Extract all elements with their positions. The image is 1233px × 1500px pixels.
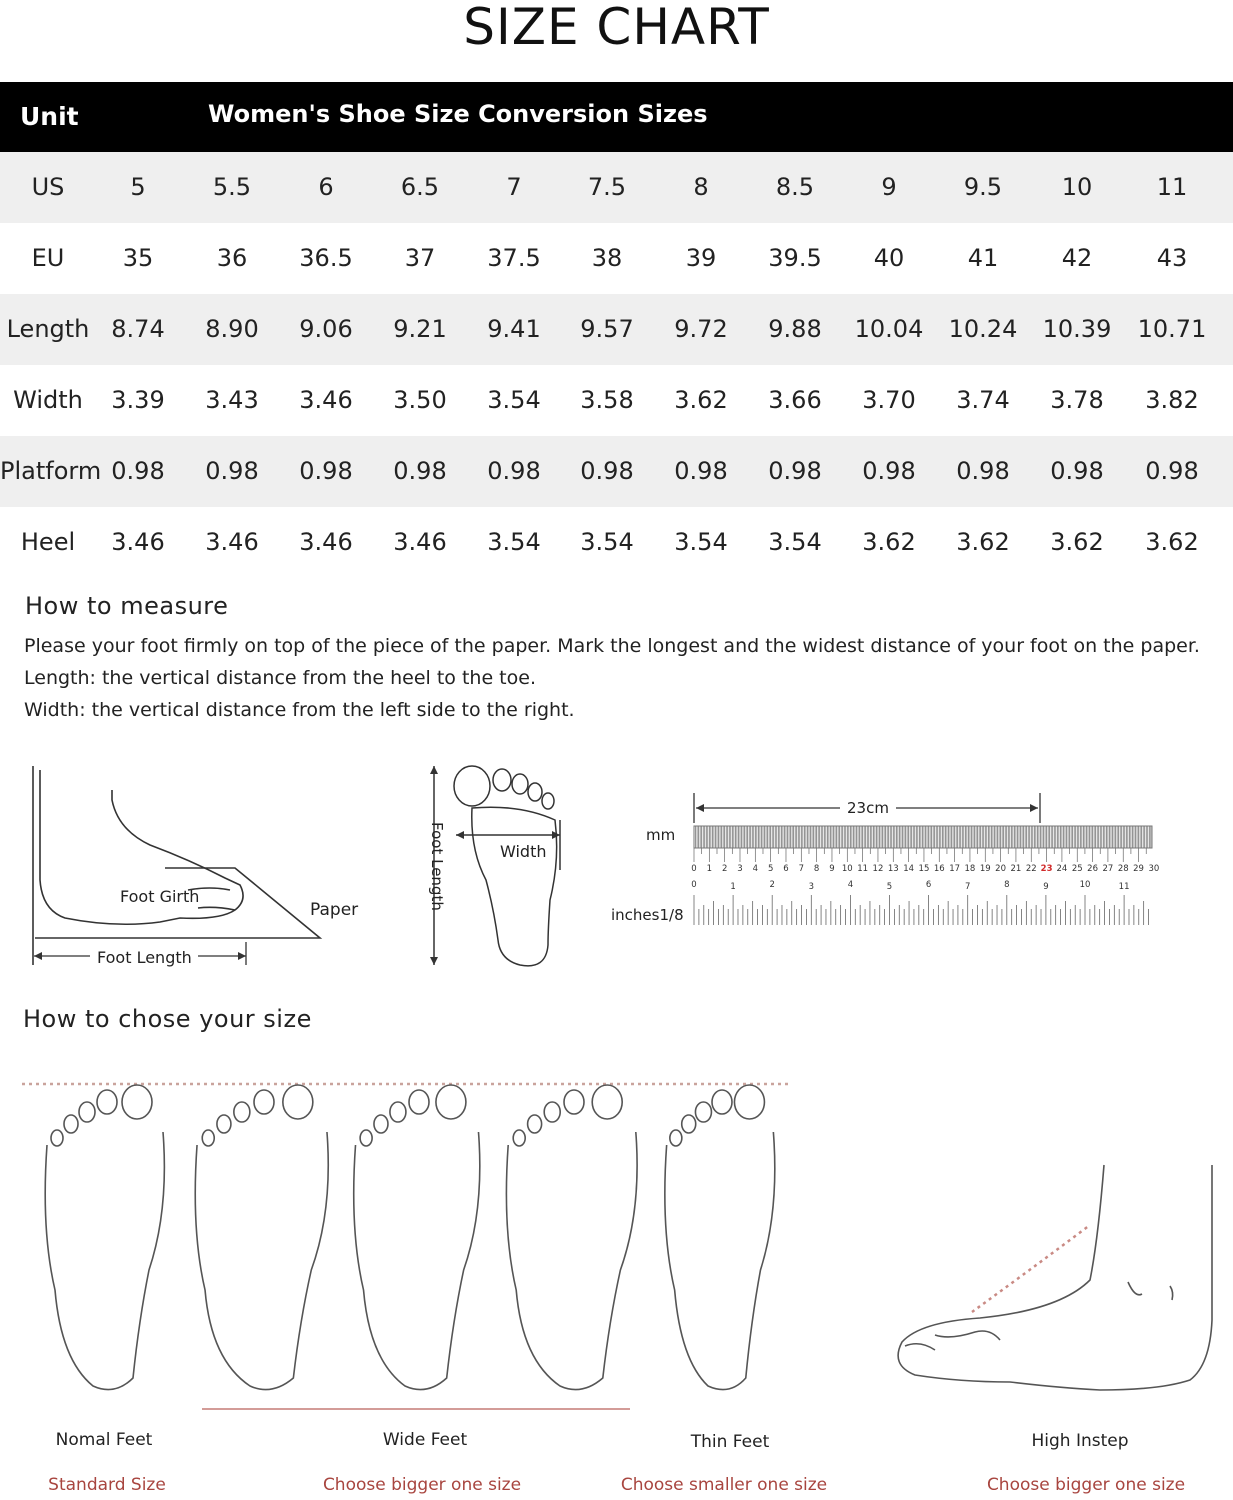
table-cell: 9.57 [580,315,634,343]
table-cell: 3.39 [111,386,165,414]
row-label: US [31,173,65,201]
table-cell: 0.98 [1145,457,1199,485]
table-cell: 7.5 [587,173,627,201]
mm-tick-label: 26 [1087,864,1098,874]
table-cell: 9.5 [963,173,1003,201]
table-cell: 3.70 [862,386,916,414]
mm-tick-label: 25 [1071,864,1083,874]
foot-outline [665,1085,775,1390]
table-cell: 3.46 [111,528,165,556]
table-cell: 0.98 [1050,457,1104,485]
table-row [0,152,1233,223]
foot-length-label: Foot Length [97,948,192,967]
mm-tick-label: 29 [1133,864,1144,874]
table-cell: 3.58 [580,386,634,414]
foot-type-name-3: Thin Feet [690,1432,770,1452]
table-cell: 3.62 [1050,528,1104,556]
choose-heading: How to chose your size [23,1005,312,1033]
inch-tick-label: 5 [886,882,893,892]
table-cell: 9.41 [487,315,541,343]
table-cell: 8.74 [111,315,165,343]
mm-tick-label: 9 [829,864,835,874]
mm-tick-label: 3 [737,864,743,874]
table-cell: 0.98 [299,457,353,485]
table-cell: 3.43 [205,386,259,414]
inch-tick-label: 1 [730,882,736,892]
table-cell: 0.98 [393,457,447,485]
foot-type-advice-3: Choose smaller one size [620,1475,828,1495]
instep-guide-line [972,1225,1090,1312]
foot-outline [195,1085,328,1390]
table-cell: 7 [506,173,522,201]
table-cell: 9.06 [299,315,353,343]
measure-line-3: Width: the vertical distance from the left side to the right. [24,699,575,721]
foot-type-name-2: Wide Feet [382,1430,468,1450]
table-cell: 10.24 [948,315,1018,343]
mm-tick-label: 30 [1148,864,1160,874]
table-cell: 0.98 [862,457,916,485]
table-cell: 3.62 [862,528,916,556]
mm-tick-label: 0 [691,864,697,874]
foot-length-vertical-label: Foot Length [428,822,446,911]
table-cell: 40 [873,244,905,272]
table-cell: 36.5 [299,244,353,272]
mm-tick-label: 2 [721,864,728,874]
table-cell: 11 [1156,173,1188,201]
mm-tick-label: 18 [964,864,976,874]
mm-tick-label: 27 [1102,864,1114,874]
table-cell: 5 [130,173,146,201]
foot-type-name-1: Nomal Feet [55,1430,153,1450]
mm-tick-label: 12 [872,864,884,874]
table-cell: 3.62 [674,386,728,414]
table-cell: 0.98 [768,457,822,485]
mm-tick-label: 24 [1056,864,1068,874]
mm-tick-label: 6 [783,864,789,874]
table-row [0,294,1233,365]
table-cell: 10.71 [1137,315,1207,343]
table-cell: 3.54 [487,528,541,556]
foot-type-advice-2: Choose bigger one size [322,1475,522,1495]
mm-tick-label: 14 [903,864,915,874]
mm-tick-label: 19 [979,864,991,874]
table-cell: 39 [685,244,717,272]
inch-tick-label: 6 [925,880,932,890]
mm-tick-label: 16 [933,864,945,874]
table-row [0,223,1233,294]
table-cell: 41 [967,244,999,272]
mm-tick-label: 23 [1040,864,1053,874]
table-row [0,436,1233,507]
table-cell: 35 [122,244,154,272]
inch-tick-label: 11 [1118,882,1130,892]
table-cell: 0.98 [111,457,165,485]
table-cell: 9.21 [393,315,447,343]
width-label: Width [500,842,547,861]
mm-tick-label: 21 [1010,864,1022,874]
row-label: Width [13,386,83,414]
table-cell: 3.46 [299,528,353,556]
table-cell: 3.50 [393,386,447,414]
table-cell: 3.54 [768,528,822,556]
mm-tick-label: 8 [813,864,820,874]
table-cell: 37.5 [487,244,541,272]
foot-side-diagram [20,760,365,975]
high-instep-foot [898,1165,1212,1390]
table-cell: 9 [881,173,897,201]
mm-label: mm [646,826,676,844]
mm-tick-label: 20 [995,864,1007,874]
table-cell: 10.04 [854,315,924,343]
mm-tick-label: 13 [887,864,899,874]
inch-tick-label: 4 [847,880,854,890]
foot-type-advice-4: Choose bigger one size [986,1475,1186,1495]
mm-tick-label: 28 [1117,864,1129,874]
table-row [0,365,1233,436]
row-label: Heel [20,528,76,556]
table-cell: 0.98 [487,457,541,485]
table-cell: 10 [1061,173,1093,201]
table-cell: 3.82 [1145,386,1199,414]
row-label: EU [31,244,65,272]
mm-tick-label: 11 [857,864,869,874]
foot-outline [45,1085,164,1390]
table-cell: 37 [404,244,436,272]
table-cell: 0.98 [205,457,259,485]
table-row [0,507,1233,578]
mm-tick-label: 4 [752,864,759,874]
foot-type-name-4: High Instep [1031,1431,1129,1451]
inch-tick-label: 0 [691,880,697,890]
foot-outline [506,1085,637,1390]
mm-tick-label: 17 [949,864,961,874]
table-cell: 3.54 [580,528,634,556]
table-cell: 3.66 [768,386,822,414]
paper-label: Paper [310,900,359,920]
mm-tick-label: 22 [1025,864,1037,874]
mm-tick-label: 1 [706,864,713,874]
inch-tick-label: 9 [1043,882,1049,892]
table-cell: 10.39 [1042,315,1112,343]
mm-tick-label: 7 [798,864,805,874]
table-cell: 0.98 [674,457,728,485]
ruler-cm-label: 23cm [847,799,889,817]
table-cell: 5.5 [212,173,252,201]
table-cell: 6 [318,173,334,201]
ruler-diagram [690,793,1160,933]
table-cell: 0.98 [580,457,634,485]
table-cell: 8 [693,173,709,201]
inch-tick-label: 8 [1004,880,1010,890]
table-cell: 8.5 [775,173,815,201]
footprint-diagram [420,760,570,972]
table-cell: 42 [1061,244,1093,272]
table-cell: 9.88 [768,315,822,343]
mm-tick-label: 10 [841,864,853,874]
table-cell: 3.62 [1145,528,1199,556]
foot-girth-label: Foot Girth [120,887,200,906]
inch-tick-label: 7 [964,882,971,892]
inch-tick-label: 10 [1079,880,1091,890]
table-cell: 3.74 [956,386,1010,414]
mm-tick-label: 5 [767,864,774,874]
table-cell: 3.54 [487,386,541,414]
table-cell: 8.90 [205,315,259,343]
unit-header: Unit [20,102,79,131]
conversion-header: Women's Shoe Size Conversion Sizes [208,100,708,128]
page-title: SIZE CHART [463,0,770,56]
table-cell: 9.72 [674,315,728,343]
table-cell: 3.46 [299,386,353,414]
table-cell: 3.46 [393,528,447,556]
table-cell: 3.62 [956,528,1010,556]
inch-tick-label: 2 [769,880,775,890]
foot-outline [354,1085,480,1390]
table-cell: 3.78 [1050,386,1104,414]
inches-label: inches1/8 [611,906,684,924]
measure-line-1: Please your foot firmly on top of the piece of the paper. Mark the longest and the widest distance of your foot on the paper. [24,635,1200,657]
measure-heading: How to measure [25,592,229,620]
row-label: Length [6,315,90,343]
table-header [0,82,1233,152]
foot-types-illustration [0,1060,1233,1420]
foot-type-advice-1: Standard Size [48,1475,166,1495]
row-label: Platform [0,457,102,485]
table-cell: 43 [1156,244,1188,272]
table-cell: 39.5 [768,244,822,272]
table-cell: 38 [591,244,623,272]
mm-tick-label: 15 [918,864,930,874]
inch-tick-label: 3 [808,882,815,892]
measure-line-2: Length: the vertical distance from the heel to the toe. [24,667,536,689]
table-cell: 3.46 [205,528,259,556]
table-cell: 3.54 [674,528,728,556]
table-cell: 0.98 [956,457,1010,485]
table-cell: 36 [216,244,248,272]
table-cell: 6.5 [400,173,440,201]
